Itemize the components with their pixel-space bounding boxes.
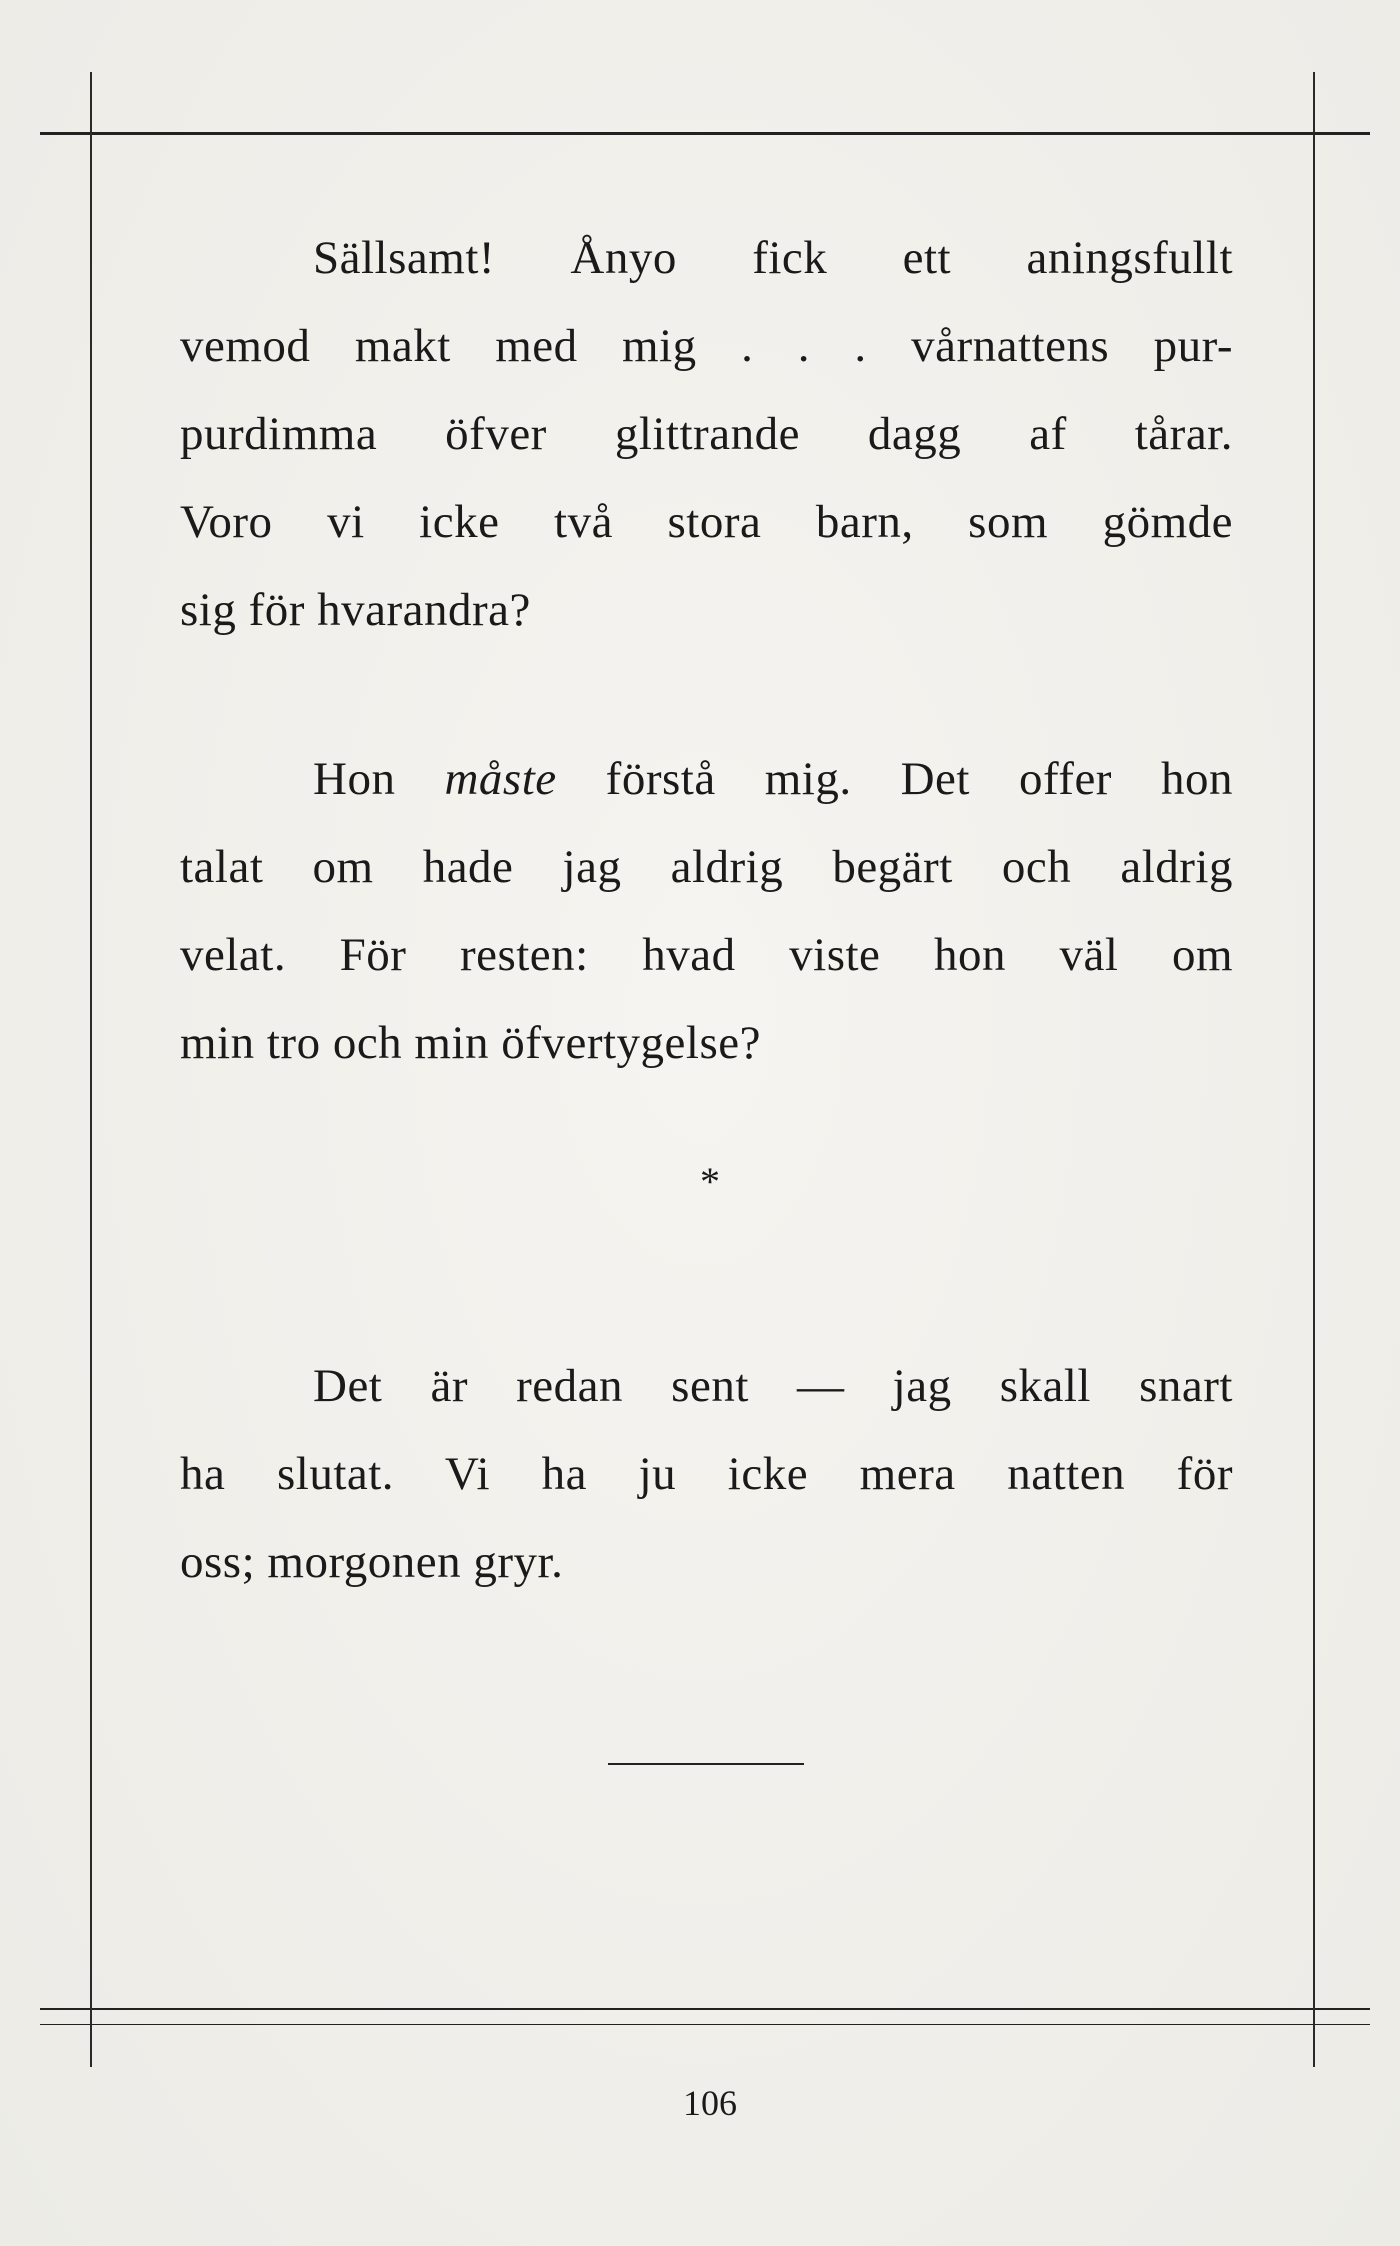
page-number: 106 <box>683 2083 737 2123</box>
right-frame-rule <box>1313 72 1315 2067</box>
bottom-frame-rule <box>40 2008 1370 2010</box>
text-line: sig för hvarandra? <box>180 584 531 636</box>
paragraph-3 <box>180 1342 1233 1606</box>
end-rule <box>608 1763 804 1765</box>
bottom-frame-rule-thin <box>40 2024 1370 2025</box>
text-line: ha slutat. Vi ha ju icke mera natten för <box>180 1448 1233 1500</box>
text-line: talat om hade jag aldrig begärt och aldrig <box>180 841 1233 893</box>
emphasized-word: måste <box>444 753 557 805</box>
text-line: Voro vi icke två stora barn, som gömde <box>180 496 1233 548</box>
text-line: Sällsamt! Ånyo fick ett aningsfullt <box>313 232 1233 284</box>
paragraph-1 <box>180 214 1233 654</box>
text-line: velat. För resten: hvad viste hon väl om <box>180 929 1233 981</box>
left-frame-rule <box>90 72 92 2067</box>
text-segment: förstå mig. Det offer hon <box>556 753 1233 805</box>
text-segment: Hon <box>313 753 445 805</box>
text-line: vemod makt med mig . . . vårnattens pur- <box>180 320 1233 372</box>
text-line <box>180 735 1233 823</box>
text-line: min tro och min öfvertygelse? <box>180 1017 761 1069</box>
text-line: purdimma öfver glittrande dagg af tårar. <box>180 408 1233 460</box>
paragraph-2 <box>180 735 1233 1087</box>
text-line: Det är redan sent — jag skall snart <box>313 1360 1233 1412</box>
section-separator-asterisk: * <box>700 1159 720 1204</box>
text-line: oss; morgonen gryr. <box>180 1536 564 1588</box>
top-frame-rule <box>40 132 1370 135</box>
